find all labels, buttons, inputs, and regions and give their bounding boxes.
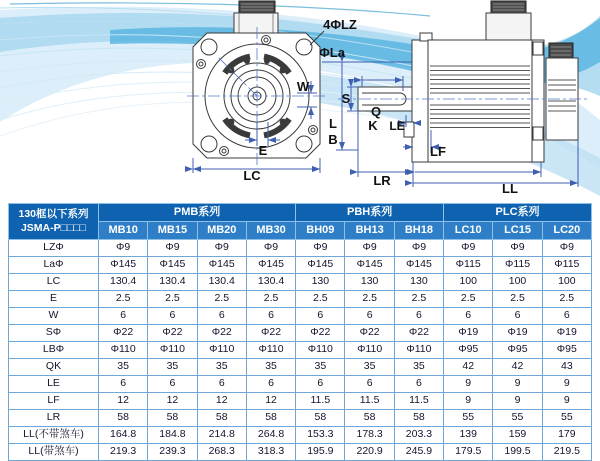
spec-cell: 12 — [148, 393, 197, 410]
table-row — [9, 359, 592, 376]
spec-cell: Φ9 — [493, 240, 542, 257]
spec-cell: 130.4 — [246, 274, 295, 291]
spec-cell: Φ9 — [148, 240, 197, 257]
spec-cell: 35 — [246, 359, 295, 376]
spec-cell: 6 — [296, 308, 345, 325]
group-header-pbh: PBH系列 — [296, 204, 444, 222]
model-header-mb20: MB20 — [197, 222, 246, 240]
spec-cell: 6 — [493, 308, 542, 325]
table-row — [9, 427, 592, 444]
row-label: LR — [9, 410, 99, 427]
group-header-pmb: PMB系列 — [99, 204, 296, 222]
spec-cell: Φ110 — [197, 342, 246, 359]
spec-cell: 264.8 — [246, 427, 295, 444]
label-4philz: 4ΦLZ — [323, 17, 357, 32]
spec-cell: Φ110 — [99, 342, 148, 359]
spec-cell: 9 — [444, 376, 493, 393]
spec-cell: 6 — [197, 308, 246, 325]
spec-cell: Φ145 — [99, 257, 148, 274]
table-row — [9, 274, 592, 291]
spec-cell: 9 — [444, 393, 493, 410]
spec-cell: 35 — [99, 359, 148, 376]
spec-cell: 35 — [148, 359, 197, 376]
spec-cell: 58 — [296, 410, 345, 427]
spec-cell: 9 — [542, 376, 591, 393]
spec-cell: 2.5 — [99, 291, 148, 308]
spec-cell: Φ145 — [296, 257, 345, 274]
row-label: LC — [9, 274, 99, 291]
label-e: E — [258, 143, 268, 158]
spec-cell: 6 — [444, 308, 493, 325]
spec-cell: 219.3 — [99, 444, 148, 461]
rear-connector — [549, 43, 573, 58]
spec-cell: 6 — [296, 376, 345, 393]
table-row — [9, 308, 592, 325]
spec-cell: 164.8 — [99, 427, 148, 444]
spec-cell: Φ145 — [345, 257, 394, 274]
spec-cell: 195.9 — [296, 444, 345, 461]
label-s: S — [341, 91, 351, 106]
spec-cell: Φ9 — [345, 240, 394, 257]
model-header-mb15: MB15 — [148, 222, 197, 240]
spec-cell: Φ9 — [99, 240, 148, 257]
table-row — [9, 444, 592, 461]
row-label: LZΦ — [9, 240, 99, 257]
label-q: Q — [370, 104, 382, 119]
spec-cell: Φ9 — [246, 240, 295, 257]
spec-cell: 2.5 — [296, 291, 345, 308]
spec-cell: Φ110 — [345, 342, 394, 359]
group-header-row — [9, 204, 592, 222]
spec-cell: 2.5 — [493, 291, 542, 308]
model-header-mb30: MB30 — [246, 222, 295, 240]
spec-cell: 2.5 — [444, 291, 493, 308]
label-k: K — [368, 118, 378, 133]
spec-cell: 203.3 — [394, 427, 443, 444]
spec-cell: 58 — [148, 410, 197, 427]
series-corner-header — [9, 204, 99, 240]
spec-cell: 179.5 — [444, 444, 493, 461]
label-ll: LL — [502, 181, 518, 196]
spec-cell: 58 — [394, 410, 443, 427]
spec-cell: 58 — [345, 410, 394, 427]
spec-cell: Φ115 — [542, 257, 591, 274]
spec-cell: 58 — [246, 410, 295, 427]
spec-cell: 55 — [493, 410, 542, 427]
spec-cell: 199.5 — [493, 444, 542, 461]
spec-cell: 35 — [197, 359, 246, 376]
table-row — [9, 342, 592, 359]
spec-cell: Φ145 — [148, 257, 197, 274]
spec-cell: 100 — [542, 274, 591, 291]
spec-cell: 6 — [345, 308, 394, 325]
spec-cell: Φ95 — [444, 342, 493, 359]
spec-cell: 6 — [246, 308, 295, 325]
spec-cell: 139 — [444, 427, 493, 444]
table-row — [9, 376, 592, 393]
spec-cell: Φ115 — [444, 257, 493, 274]
spec-cell: 100 — [444, 274, 493, 291]
model-header-lc20: LC20 — [542, 222, 591, 240]
table-row — [9, 325, 592, 342]
spec-cell: 2.5 — [197, 291, 246, 308]
label-l: L — [329, 116, 337, 131]
label-lc: LC — [243, 168, 261, 183]
table-row — [9, 291, 592, 308]
spec-cell: 130 — [345, 274, 394, 291]
spec-cell: Φ9 — [197, 240, 246, 257]
spec-cell: 11.5 — [296, 393, 345, 410]
label-w: W — [296, 79, 310, 94]
spec-cell: 159 — [493, 427, 542, 444]
row-label: LaΦ — [9, 257, 99, 274]
spec-cell: 6 — [394, 308, 443, 325]
spec-cell: Φ95 — [493, 342, 542, 359]
spec-cell: 220.9 — [345, 444, 394, 461]
spec-cell: 219.5 — [542, 444, 591, 461]
row-label: LE — [9, 376, 99, 393]
spec-cell: 214.8 — [197, 427, 246, 444]
spec-cell: Φ19 — [542, 325, 591, 342]
spec-cell: Φ115 — [493, 257, 542, 274]
spec-cell: 6 — [394, 376, 443, 393]
spec-cell: 268.3 — [197, 444, 246, 461]
spec-cell: 130.4 — [99, 274, 148, 291]
spec-cell: 35 — [345, 359, 394, 376]
spec-cell: 130 — [394, 274, 443, 291]
spec-cell: Φ19 — [493, 325, 542, 342]
model-header-mb10: MB10 — [99, 222, 148, 240]
spec-cell: Φ22 — [394, 325, 443, 342]
row-label: E — [9, 291, 99, 308]
spec-cell: Φ22 — [148, 325, 197, 342]
spec-cell: Φ9 — [542, 240, 591, 257]
spec-cell: 6 — [542, 308, 591, 325]
technical-drawing — [0, 0, 600, 203]
spec-cell: Φ9 — [444, 240, 493, 257]
spec-cell: Φ95 — [542, 342, 591, 359]
row-label: QK — [9, 359, 99, 376]
spec-cell: 153.3 — [296, 427, 345, 444]
spec-cell: Φ9 — [394, 240, 443, 257]
row-label: LL(带煞车) — [9, 444, 99, 461]
spec-cell: 9 — [542, 393, 591, 410]
spec-cell: Φ22 — [99, 325, 148, 342]
spec-cell: 35 — [394, 359, 443, 376]
label-b: B — [328, 132, 338, 147]
spec-cell: 42 — [444, 359, 493, 376]
spec-cell: Φ19 — [444, 325, 493, 342]
row-label: LL(不带煞车) — [9, 427, 99, 444]
spec-cell: 35 — [296, 359, 345, 376]
model-header-bh13: BH13 — [345, 222, 394, 240]
table-row — [9, 393, 592, 410]
spec-cell: 9 — [493, 393, 542, 410]
spec-cell: 6 — [99, 376, 148, 393]
spec-cell: 2.5 — [148, 291, 197, 308]
spec-cell: Φ145 — [394, 257, 443, 274]
spec-cell: Φ9 — [296, 240, 345, 257]
spec-cell: 12 — [246, 393, 295, 410]
row-label: W — [9, 308, 99, 325]
spec-cell: 11.5 — [394, 393, 443, 410]
spec-cell: 43 — [542, 359, 591, 376]
spec-cell: Φ110 — [296, 342, 345, 359]
spec-cell: 12 — [99, 393, 148, 410]
spec-cell: 6 — [148, 308, 197, 325]
spec-cell: Φ22 — [246, 325, 295, 342]
table-row — [9, 257, 592, 274]
spec-table — [8, 203, 592, 461]
spec-cell: 184.8 — [148, 427, 197, 444]
label-phila: ΦLa — [319, 45, 345, 60]
spec-cell: 239.3 — [148, 444, 197, 461]
spec-cell: 6 — [345, 376, 394, 393]
spec-cell: 9 — [493, 376, 542, 393]
spec-cell: 2.5 — [542, 291, 591, 308]
spec-cell: 2.5 — [394, 291, 443, 308]
spec-cell: 178.3 — [345, 427, 394, 444]
spec-cell: 6 — [99, 308, 148, 325]
row-label: SΦ — [9, 325, 99, 342]
spec-cell: Φ110 — [148, 342, 197, 359]
spec-cell: 58 — [197, 410, 246, 427]
spec-cell: 245.9 — [394, 444, 443, 461]
spec-cell: 42 — [493, 359, 542, 376]
model-header-lc15: LC15 — [493, 222, 542, 240]
spec-cell: Φ110 — [394, 342, 443, 359]
model-header-lc10: LC10 — [444, 222, 493, 240]
spec-cell: Φ110 — [246, 342, 295, 359]
spec-cell: 6 — [148, 376, 197, 393]
spec-cell: 100 — [493, 274, 542, 291]
series-title-line2: JSMA-P□□□□ — [20, 221, 87, 234]
spec-cell: 130.4 — [148, 274, 197, 291]
spec-cell: 12 — [197, 393, 246, 410]
series-title-line1: 130框以下系列 — [18, 208, 89, 221]
model-header-bh09: BH09 — [296, 222, 345, 240]
spec-cell: 11.5 — [345, 393, 394, 410]
spec-cell: 2.5 — [345, 291, 394, 308]
spec-cell: 179 — [542, 427, 591, 444]
table-row — [9, 240, 592, 257]
spec-cell: 2.5 — [246, 291, 295, 308]
label-lf: LF — [430, 144, 446, 159]
group-header-plc: PLC系列 — [444, 204, 592, 222]
side-connector — [486, 1, 531, 40]
spec-cell: 318.3 — [246, 444, 295, 461]
row-label: LF — [9, 393, 99, 410]
table-row — [9, 410, 592, 427]
spec-cell: 55 — [542, 410, 591, 427]
spec-cell: 6 — [246, 376, 295, 393]
label-lr: LR — [373, 173, 391, 188]
spec-cell: 6 — [197, 376, 246, 393]
spec-cell: Φ22 — [197, 325, 246, 342]
spec-cell: 130 — [296, 274, 345, 291]
spec-cell: Φ145 — [197, 257, 246, 274]
model-header-bh18: BH18 — [394, 222, 443, 240]
spec-cell: Φ145 — [246, 257, 295, 274]
row-label: LBΦ — [9, 342, 99, 359]
spec-cell: 130.4 — [197, 274, 246, 291]
front-connector — [234, 1, 278, 33]
label-le: LE — [389, 119, 405, 133]
spec-cell: 55 — [444, 410, 493, 427]
spec-cell: 58 — [99, 410, 148, 427]
spec-cell: Φ22 — [296, 325, 345, 342]
spec-cell: Φ22 — [345, 325, 394, 342]
